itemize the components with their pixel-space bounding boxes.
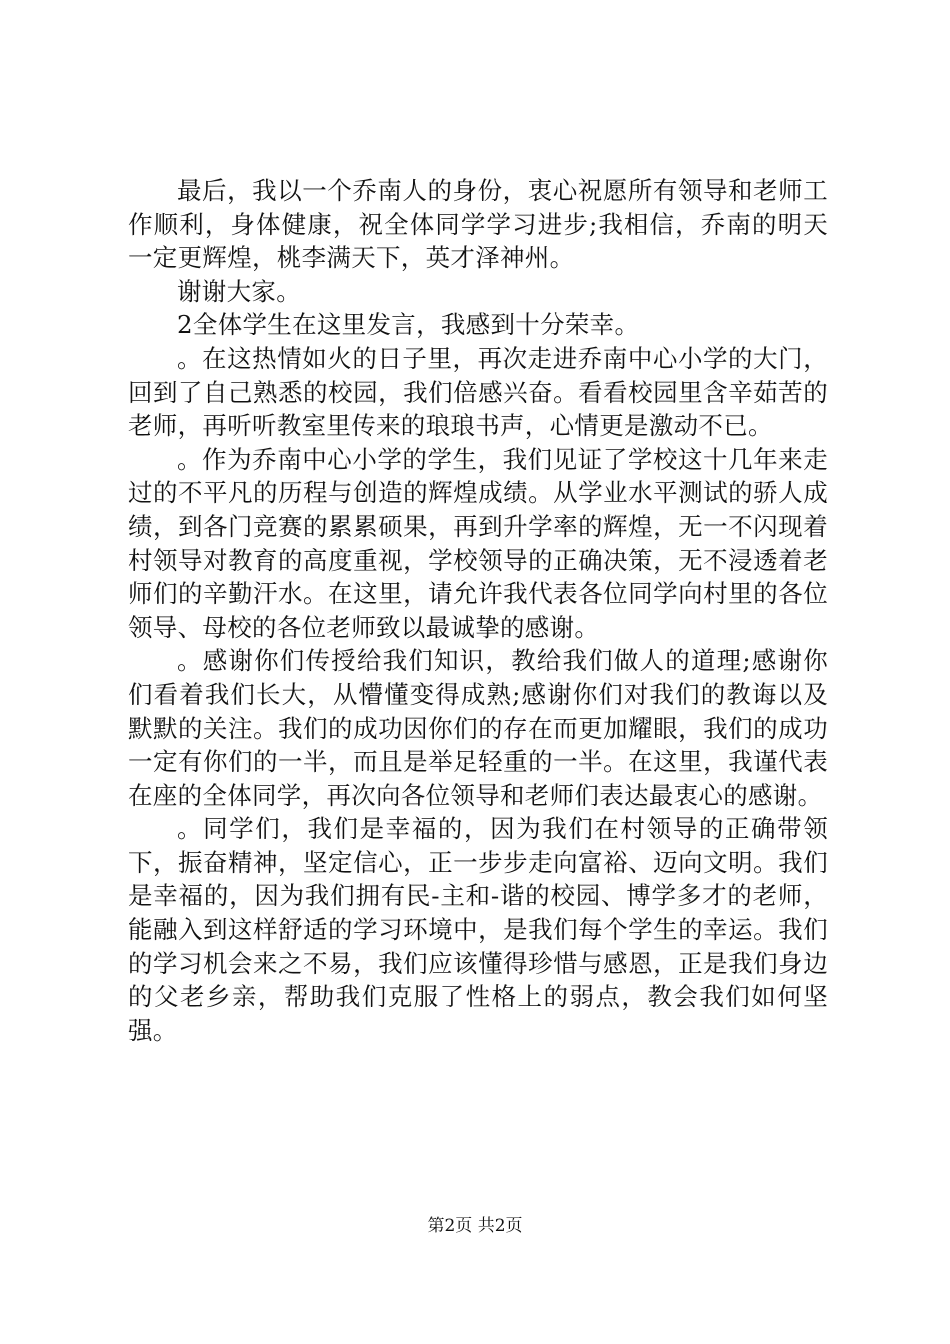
paragraph-speech-2-intro: 2全体学生在这里发言，我感到十分荣幸。 — [177, 310, 640, 340]
paragraph-return-to-school: 。在这热情如火的日子里，再次走进乔南中心小学的大门，回到了自己熟悉的校园，我们倍感兴奋。看看校园里含辛茹苦的老师，再听听教室里传来的琅琅书声，心情更是激动不已。 — [128, 343, 828, 441]
body-text — [128, 174, 828, 1047]
paragraph-thanks: 谢谢大家。 — [177, 276, 301, 306]
paragraph-closing-wishes: 最后，我以一个乔南人的身份，衷心祝愿所有领导和老师工作顺利，身体健康，祝全体同学学习进步;我相信，乔南的明天一定更辉煌，桃李满天下，英才泽神州。 — [128, 176, 828, 273]
paragraph-gratitude-teachers: 。感谢你们传授给我们知识，教给我们做人的道理;感谢你们看着我们长大，从懵懂变得成熟;感谢你们对我们的教诲以及默默的关注。我们的成功因你们的存在而更加耀眼，我们的成功一定有你们的一半，而且是举足轻重的一半。在这里，我谨代表在座的全体同学，再次向各位领导和老师们表达最衷心的感谢。 — [128, 646, 828, 810]
page-number-footer: 第2页 共2页 — [427, 1216, 523, 1236]
paragraph-we-are-happy: 。同学们，我们是幸福的，因为我们在村领导的正确带领下，振奋精神，坚定信心，正一步步走向富裕、迈向文明。我们是幸福的，因为我们拥有民-主和-谐的校园、博学多才的老师，能融入到这样舒适的学习环境中，是我们每个学生的幸运。我们的学习机会来之不易，我们应该懂得珍惜与感恩，正是我们身边的父老乡亲，帮助我们克服了性格上的弱点，教会我们如何坚强。 — [128, 814, 828, 1045]
paragraph-school-achievements: 。作为乔南中心小学的学生，我们见证了学校这十几年来走过的不平凡的历程与创造的辉煌成绩。从学业水平测试的骄人成绩，到各门竞赛的累累硕果，再到升学率的辉煌，无一不闪现着村领导对教育的高度重视，学校领导的正确决策，无不浸透着老师们的辛勤汗水。在这里，请允许我代表各位同学向村里的各位领导、母校的各位老师致以最诚挚的感谢。 — [128, 444, 828, 642]
